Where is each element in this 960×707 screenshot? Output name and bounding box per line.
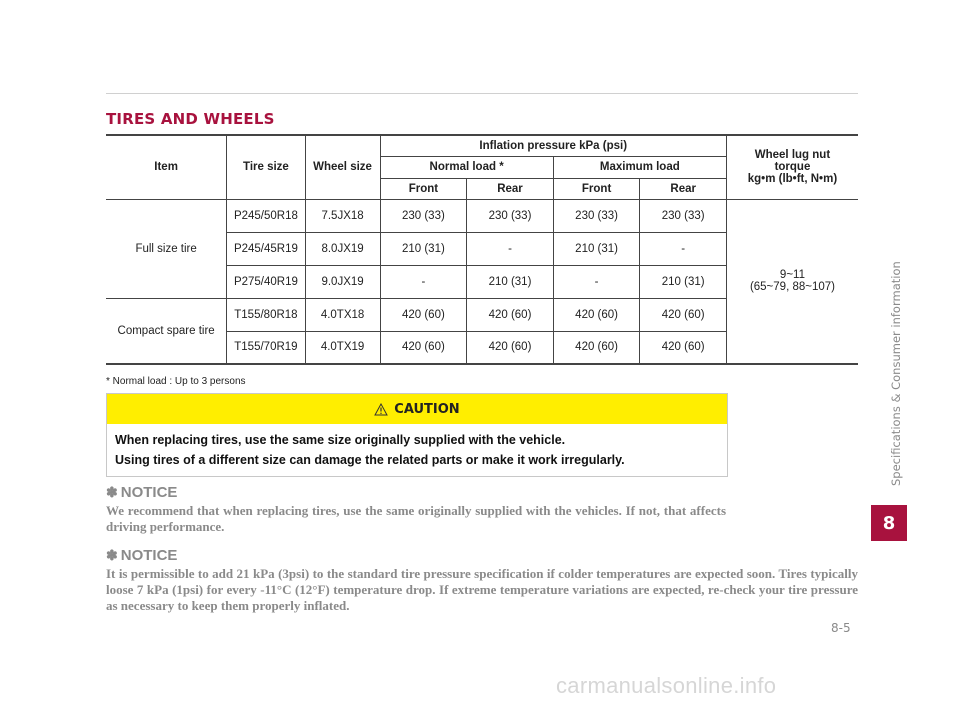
tire-spec-table	[106, 134, 858, 365]
header-wheel-size: Wheel size	[305, 135, 380, 199]
wheel-size-cell: 8.0JX19	[305, 232, 380, 265]
max-rear-cell: 420 (60)	[640, 298, 726, 331]
tire-size-cell: P245/50R18	[227, 199, 305, 232]
chapter-tab: 8	[871, 505, 907, 541]
warning-triangle-icon	[374, 403, 388, 416]
tire-size-cell: P245/45R19	[227, 232, 305, 265]
caution-title: CAUTION	[394, 401, 460, 417]
item-full-size-tire: Full size tire	[106, 199, 227, 298]
notice-title: NOTICE	[120, 484, 178, 501]
header-max-rear: Rear	[640, 178, 726, 199]
notice-star-icon: ✽	[106, 484, 118, 500]
header-tire-size: Tire size	[227, 135, 305, 199]
notice-block	[106, 484, 858, 535]
normal-rear-cell: -	[467, 232, 553, 265]
normal-rear-cell: 420 (60)	[467, 331, 553, 364]
caution-text: When replacing tires, use the same size originally supplied with the vehicle. Using tires of a different size can damage the related parts or make it work irregularly.	[115, 433, 625, 467]
header-lug-nut-torque: Wheel lug nut torque kg•m (lb•ft, N•m)	[726, 135, 858, 199]
max-rear-cell: 230 (33)	[640, 199, 726, 232]
table-row	[106, 199, 858, 232]
max-front-cell: 420 (60)	[553, 331, 640, 364]
max-rear-cell: -	[640, 232, 726, 265]
max-front-cell: -	[553, 265, 640, 298]
normal-rear-cell: 230 (33)	[467, 199, 553, 232]
normal-front-cell: -	[380, 265, 467, 298]
wheel-size-cell: 4.0TX18	[305, 298, 380, 331]
item-compact-spare-tire: Compact spare tire	[106, 298, 227, 364]
lug-nut-torque-cell: 9~11 (65~79, 88~107)	[726, 199, 858, 364]
notice-title: NOTICE	[120, 547, 178, 564]
tire-size-cell: T155/80R18	[227, 298, 305, 331]
notice-heading	[106, 547, 858, 564]
section-title: TIRES AND WHEELS	[106, 110, 275, 128]
normal-front-cell: 230 (33)	[380, 199, 467, 232]
header-normal-load: Normal load *	[380, 156, 553, 178]
caution-box	[106, 393, 728, 477]
header-item: Item	[106, 135, 227, 199]
notice-text: We recommend that when replacing tires, use the same originally supplied with the vehicles. If not, that affects driving performance.	[106, 503, 726, 534]
caution-header	[107, 394, 727, 424]
wheel-size-cell: 9.0JX19	[305, 265, 380, 298]
max-front-cell: 210 (31)	[553, 232, 640, 265]
max-front-cell: 230 (33)	[553, 199, 640, 232]
header-normal-rear: Rear	[467, 178, 553, 199]
normal-front-cell: 420 (60)	[380, 298, 467, 331]
table-footnote: * Normal load : Up to 3 persons	[106, 376, 246, 387]
header-max-front: Front	[553, 178, 640, 199]
normal-front-cell: 420 (60)	[380, 331, 467, 364]
notice-text: It is permissible to add 21 kPa (3psi) to the standard tire pressure specification if colder temperatures are expected soon. Tires typically loose 7 kPa (1psi) for every -11°C (12°F) temperature drop. If extreme temperature variations are expected, re-check your tire pressure as necessary to keep them properly inflated.	[106, 566, 858, 613]
notice-block	[106, 547, 858, 614]
tire-size-cell: P275/40R19	[227, 265, 305, 298]
max-front-cell: 420 (60)	[553, 298, 640, 331]
normal-front-cell: 210 (31)	[380, 232, 467, 265]
top-divider	[106, 93, 858, 94]
max-rear-cell: 210 (31)	[640, 265, 726, 298]
notice-heading	[106, 484, 858, 501]
tire-size-cell: T155/70R19	[227, 331, 305, 364]
normal-rear-cell: 210 (31)	[467, 265, 553, 298]
header-inflation-pressure: Inflation pressure kPa (psi)	[380, 135, 726, 156]
header-normal-front: Front	[380, 178, 467, 199]
wheel-size-cell: 4.0TX19	[305, 331, 380, 364]
normal-rear-cell: 420 (60)	[467, 298, 553, 331]
header-maximum-load: Maximum load	[553, 156, 726, 178]
notice-star-icon: ✽	[106, 547, 118, 563]
wheel-size-cell: 7.5JX18	[305, 199, 380, 232]
watermark: carmanualsonline.info	[556, 673, 777, 698]
page-number: 8-5	[831, 621, 851, 635]
max-rear-cell: 420 (60)	[640, 331, 726, 364]
